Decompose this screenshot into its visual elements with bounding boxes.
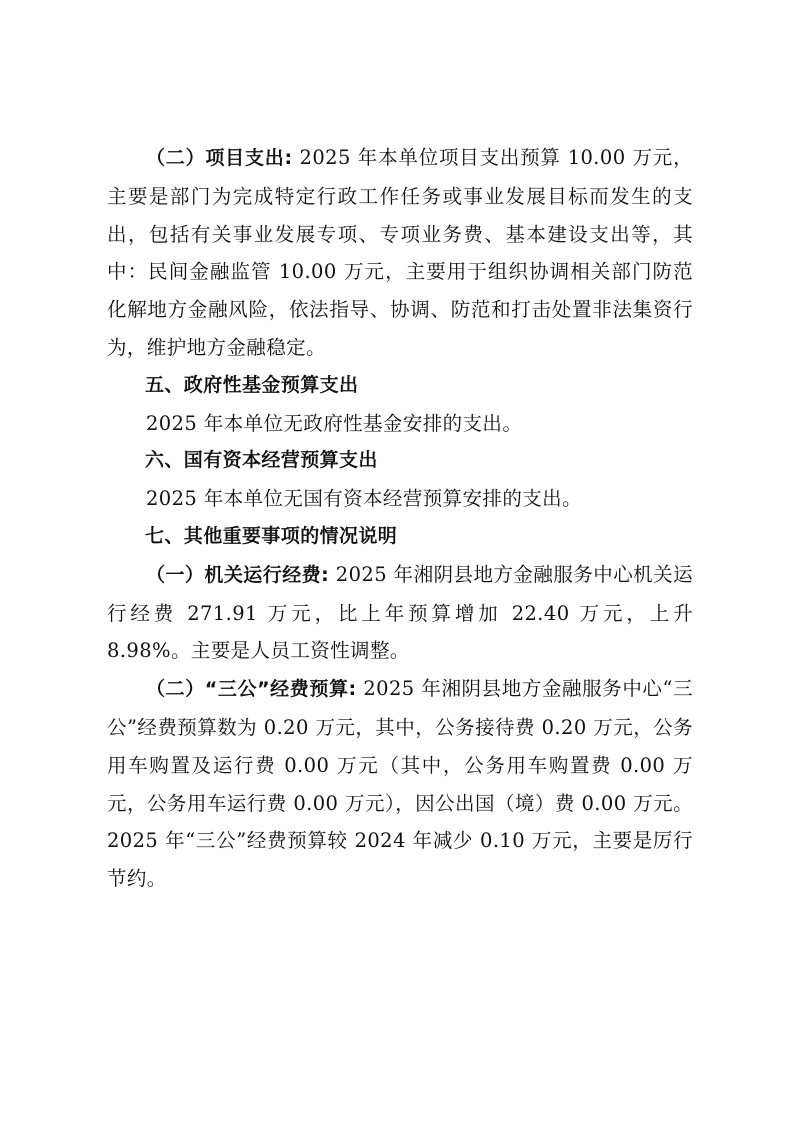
paragraph-text: 2025 年湘阴县地方金融服务中心机关运行经费 271.91 万元，比上年预算增加 22.40 万元，上升 8.98%。主要是人员工资性调整。 [107,562,693,663]
paragraph-operating-funds [107,556,693,670]
section-heading-government-fund: 五、政府性基金预算支出 [145,373,359,396]
paragraph-lead: （二）项目支出: [146,147,293,169]
paragraph-project-expenditure [107,139,693,367]
paragraph-government-fund: 2025 年本单位无政府性基金安排的支出。 [146,411,523,435]
paragraph-text: 2025 年本单位项目支出预算 10.00 万元，主要是部门为完成特定行政工作任务或事业发展目标而发生的支出，包括有关事业发展专项、专项业务费、基本建设支出等，其中：民间金融监管 10.00 万元，主要用于组织协调相关部门防范化解地方金融风险，依法指导、协调、防范和打击处置非法集资行为，维护地方金融稳定。 [107,146,693,359]
paragraph-lead: （一）机关运行经费: [146,563,330,586]
section-heading-other-matters: 七、其他重要事项的情况说明 [145,524,398,547]
document-body [107,139,693,898]
paragraph-text: 2025 年湘阴县地方金融服务中心“三公”经费预算数为 0.20 万元，其中，公务接待费 0.20 万元，公务用车购置及运行费 0.00 万元（其中，公务用车购置费 0.00 万元，公务用车运行费 0.00 万元），因公出国（境）费 0.00 万元。2025 年“三公”经费预算较 2024 年减少 0.10 万元，主要是厉行节约。 [107,677,693,891]
paragraph-lead: （二）“三公”经费预算: [146,678,357,701]
paragraph-state-capital: 2025 年本单位无国有资本经营预算安排的支出。 [146,487,582,511]
paragraph-three-public-expenses [107,670,693,898]
section-heading-state-capital: 六、国有资本经营预算支出 [145,449,378,472]
